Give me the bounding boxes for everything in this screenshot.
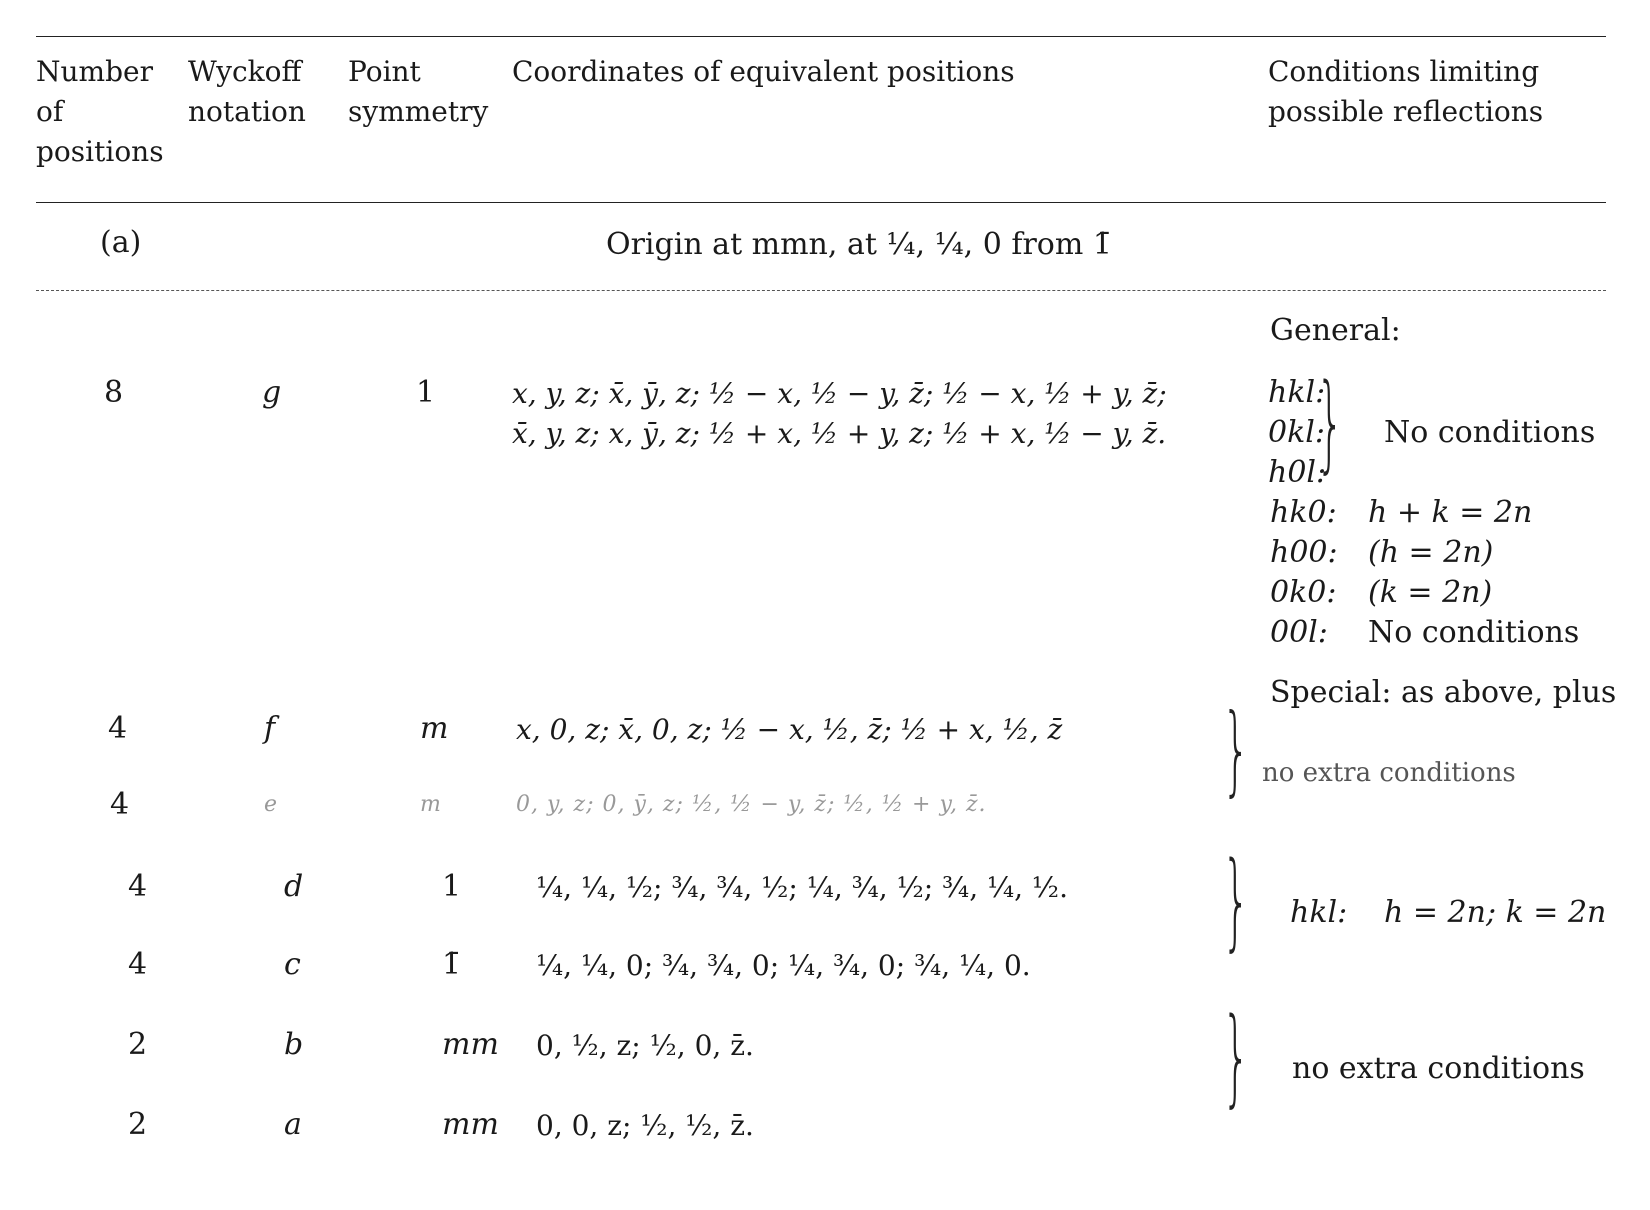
special-cond-dc: h = 2n; k = 2n	[1384, 895, 1607, 930]
position-coords-d: ¼, ¼, ½; ¾, ¾, ½; ¼, ¾, ½; ¾, ¼, ½.	[536, 871, 1068, 904]
general-brace-text: No conditions	[1384, 415, 1596, 450]
position-number-c: 4	[128, 947, 148, 982]
origin-label: (a)	[100, 225, 142, 260]
position-number-f: 4	[108, 711, 128, 746]
general-row-cond-h00: (h = 2n)	[1368, 535, 1494, 570]
position-symmetry-e: m	[420, 792, 442, 817]
header-point-symmetry: Point symmetry	[348, 55, 489, 128]
origin-rule	[36, 290, 1606, 291]
position-coords-g-line2: x̄, y, z; x, ȳ, z; ½ + x, ½ + y, z; ½ + x, ½ − y, z̄.	[512, 417, 1167, 450]
position-number-e: 4	[110, 787, 130, 822]
position-wyckoff-g: g	[262, 375, 282, 410]
general-title: General:	[1270, 313, 1401, 348]
position-symmetry-b: mm	[442, 1027, 499, 1062]
position-wyckoff-e: e	[264, 792, 279, 817]
general-row-cond-00l: No conditions	[1368, 615, 1580, 650]
general-row-label-hk0: hk0:	[1270, 495, 1337, 530]
position-coords-f: x, 0, z; x̄, 0, z; ½ − x, ½, z̄; ½ + x, ½, z̄	[516, 713, 1063, 746]
general-brace-label-0kl: 0kl:	[1268, 415, 1325, 450]
position-coords-e: 0, y, z; 0, ȳ, z; ½, ½ − y, z̄; ½, ½ + y, z̄.	[516, 792, 987, 817]
special-title: Special: as above, plus	[1270, 675, 1617, 710]
position-number-g: 8	[104, 375, 124, 410]
general-row-label-h00: h00:	[1270, 535, 1338, 570]
header-number: Number of positions	[36, 55, 164, 168]
position-wyckoff-d: d	[284, 869, 304, 904]
position-number-d: 4	[128, 869, 148, 904]
top-rule	[36, 36, 1606, 37]
position-symmetry-f: m	[420, 711, 449, 746]
header-coordinates: Coordinates of equivalent positions	[512, 55, 1015, 88]
position-wyckoff-c: c	[284, 947, 301, 982]
special-cond-ba: no extra conditions	[1292, 1051, 1585, 1086]
brace-fe: }	[1222, 695, 1250, 808]
position-wyckoff-a: a	[284, 1107, 302, 1142]
header-wyckoff: Wyckoff notation	[188, 55, 306, 128]
position-number-b: 2	[128, 1027, 148, 1062]
general-brace-label-hkl: hkl:	[1268, 375, 1326, 410]
position-symmetry-d: 1	[442, 869, 462, 904]
position-symmetry-a: mm	[442, 1107, 499, 1142]
header-conditions: Conditions limiting possible reflections	[1268, 55, 1544, 128]
general-row-cond-0k0: (k = 2n)	[1368, 575, 1493, 610]
position-symmetry-c: 1̄	[442, 947, 462, 982]
brace-ba: }	[1222, 996, 1250, 1119]
general-brace-label-h0l: h0l:	[1268, 455, 1327, 490]
origin-text: Origin at mmn, at ¼, ¼, 0 from 1̄	[606, 227, 1112, 262]
position-wyckoff-f: f	[264, 711, 276, 746]
position-coords-g-line1: x, y, z; x̄, ȳ, z; ½ − x, ½ − y, z̄; ½ − x, ½ + y, z̄;	[512, 377, 1167, 410]
general-row-cond-hk0: h + k = 2n	[1368, 495, 1533, 530]
brace-dc: }	[1222, 840, 1250, 963]
position-number-a: 2	[128, 1107, 148, 1142]
general-row-label-0k0: 0k0:	[1270, 575, 1337, 610]
special-cond-dc-label: hkl:	[1290, 895, 1348, 930]
special-cond-fe: no extra conditions	[1262, 758, 1516, 788]
position-coords-a: 0, 0, z; ½, ½, z̄.	[536, 1109, 754, 1142]
header-rule	[36, 202, 1606, 203]
position-coords-b: 0, ½, z; ½, 0, z̄.	[536, 1029, 754, 1062]
position-coords-c: ¼, ¼, 0; ¾, ¾, 0; ¼, ¾, 0; ¾, ¼, 0.	[536, 949, 1031, 982]
position-wyckoff-b: b	[284, 1027, 304, 1062]
general-brace: }	[1316, 362, 1344, 485]
position-symmetry-g: 1	[416, 375, 436, 410]
general-row-label-00l: 00l:	[1270, 615, 1328, 650]
